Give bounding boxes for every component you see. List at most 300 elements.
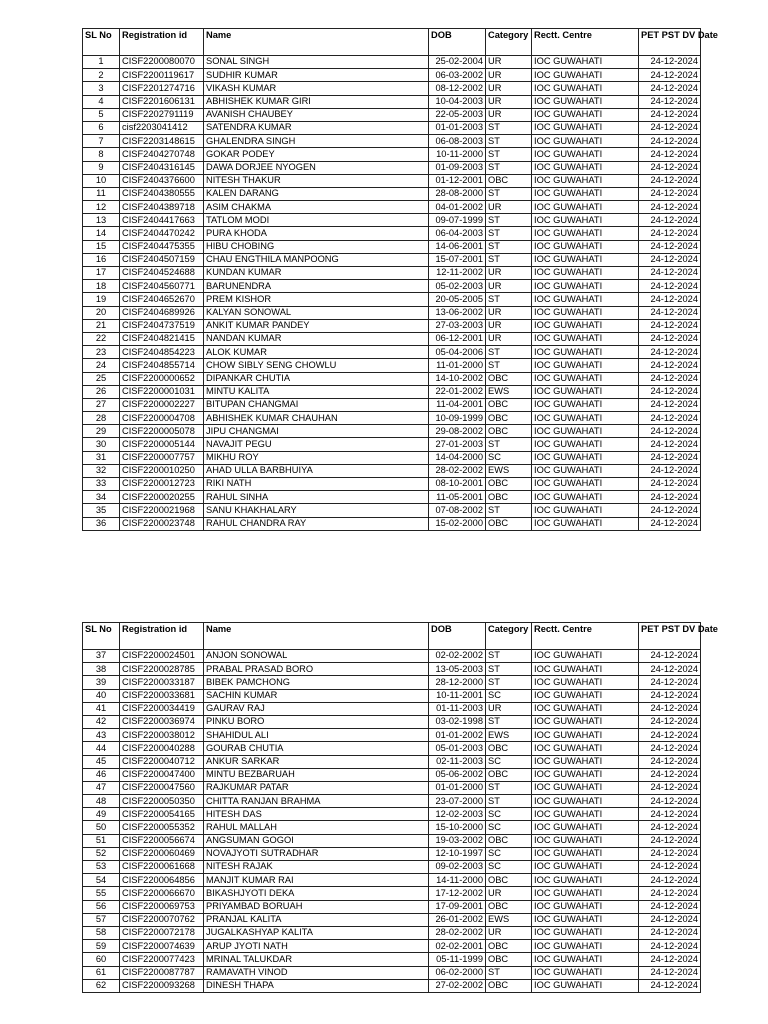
header-rectt-centre: Rectt. Centre: [532, 623, 639, 650]
cell-dob: 11-05-2001: [429, 491, 486, 504]
table-row: [83, 359, 701, 372]
cell-sl-no: 56: [83, 900, 120, 913]
cell-category: ST: [486, 663, 532, 676]
cell-category: ST: [486, 227, 532, 240]
cell-dob: 09-07-1999: [429, 214, 486, 227]
cell-category: SC: [486, 847, 532, 860]
cell-dob: 14-06-2001: [429, 240, 486, 253]
cell-dob: 13-05-2003: [429, 663, 486, 676]
cell-name: BIBEK PAMCHONG: [204, 676, 429, 689]
cell-pet-pst-dv-date: 24-12-2024: [639, 953, 701, 966]
cell-rectt-centre: IOC GUWAHATI: [532, 227, 639, 240]
cell-category: OBC: [486, 491, 532, 504]
cell-name: PINKU BORO: [204, 715, 429, 728]
cell-rectt-centre: IOC GUWAHATI: [532, 451, 639, 464]
cell-category: ST: [486, 504, 532, 517]
cell-dob: 03-02-1998: [429, 715, 486, 728]
cell-dob: 15-10-2000: [429, 821, 486, 834]
cell-sl-no: 14: [83, 227, 120, 240]
cell-sl-no: 42: [83, 715, 120, 728]
cell-category: ST: [486, 781, 532, 794]
cell-sl-no: 12: [83, 201, 120, 214]
table-row: [83, 95, 701, 108]
cell-rectt-centre: IOC GUWAHATI: [532, 504, 639, 517]
table-row: [83, 926, 701, 939]
table-row: [83, 451, 701, 464]
cell-dob: 28-02-2002: [429, 926, 486, 939]
table-row: [83, 82, 701, 95]
cell-pet-pst-dv-date: 24-12-2024: [639, 332, 701, 345]
cell-sl-no: 59: [83, 940, 120, 953]
cell-registration-id: CISF2200064856: [120, 874, 204, 887]
cell-sl-no: 47: [83, 781, 120, 794]
cell-dob: 01-01-2002: [429, 729, 486, 742]
table-row: [83, 346, 701, 359]
cell-category: UR: [486, 82, 532, 95]
cell-dob: 13-06-2002: [429, 306, 486, 319]
cell-rectt-centre: IOC GUWAHATI: [532, 940, 639, 953]
cell-sl-no: 13: [83, 214, 120, 227]
table-row: [83, 729, 701, 742]
cell-rectt-centre: IOC GUWAHATI: [532, 306, 639, 319]
cell-registration-id: CISF2200005144: [120, 438, 204, 451]
cell-sl-no: 34: [83, 491, 120, 504]
cell-registration-id: CISF2200080070: [120, 56, 204, 69]
cell-registration-id: CISF2203148615: [120, 135, 204, 148]
cell-registration-id: CISF2200005078: [120, 425, 204, 438]
cell-name: MINTU KALITA: [204, 385, 429, 398]
table-row: [83, 187, 701, 200]
cell-sl-no: 22: [83, 332, 120, 345]
cell-category: ST: [486, 676, 532, 689]
cell-dob: 08-12-2002: [429, 82, 486, 95]
table-row: [83, 874, 701, 887]
cell-category: UR: [486, 69, 532, 82]
cell-dob: 15-02-2000: [429, 517, 486, 530]
cell-rectt-centre: IOC GUWAHATI: [532, 253, 639, 266]
cell-dob: 27-03-2003: [429, 319, 486, 332]
cell-name: GAURAV RAJ: [204, 702, 429, 715]
cell-sl-no: 6: [83, 121, 120, 134]
cell-pet-pst-dv-date: 24-12-2024: [639, 108, 701, 121]
cell-registration-id: CISF2200087787: [120, 966, 204, 979]
table-row: [83, 887, 701, 900]
cell-registration-id: CISF2200054165: [120, 808, 204, 821]
cell-pet-pst-dv-date: 24-12-2024: [639, 887, 701, 900]
cell-rectt-centre: IOC GUWAHATI: [532, 966, 639, 979]
cell-rectt-centre: IOC GUWAHATI: [532, 689, 639, 702]
cell-category: SC: [486, 861, 532, 874]
cell-rectt-centre: IOC GUWAHATI: [532, 795, 639, 808]
cell-sl-no: 27: [83, 398, 120, 411]
cell-rectt-centre: IOC GUWAHATI: [532, 742, 639, 755]
cell-registration-id: CISF2404507159: [120, 253, 204, 266]
cell-pet-pst-dv-date: 24-12-2024: [639, 161, 701, 174]
cell-name: RIKI NATH: [204, 478, 429, 491]
cell-name: RAMAVATH VINOD: [204, 966, 429, 979]
cell-registration-id: CISF2404470242: [120, 227, 204, 240]
table-row: [83, 332, 701, 345]
cell-pet-pst-dv-date: 24-12-2024: [639, 900, 701, 913]
cell-pet-pst-dv-date: 24-12-2024: [639, 174, 701, 187]
cell-sl-no: 48: [83, 795, 120, 808]
cell-registration-id: CISF2200033681: [120, 689, 204, 702]
cell-category: OBC: [486, 398, 532, 411]
table-row: [83, 280, 701, 293]
cell-sl-no: 20: [83, 306, 120, 319]
cell-category: SC: [486, 755, 532, 768]
cell-sl-no: 7: [83, 135, 120, 148]
cell-registration-id: CISF2200033187: [120, 676, 204, 689]
table-header: [83, 29, 718, 56]
cell-rectt-centre: IOC GUWAHATI: [532, 267, 639, 280]
cell-registration-id: CISF2404475355: [120, 240, 204, 253]
cell-sl-no: 9: [83, 161, 120, 174]
cell-category: UR: [486, 926, 532, 939]
cell-registration-id: CISF2200066670: [120, 887, 204, 900]
table-row: [83, 108, 701, 121]
cell-sl-no: 23: [83, 346, 120, 359]
cell-name: KUNDAN KUMAR: [204, 267, 429, 280]
cell-registration-id: CISF2200047400: [120, 768, 204, 781]
cell-sl-no: 39: [83, 676, 120, 689]
cell-sl-no: 49: [83, 808, 120, 821]
cell-rectt-centre: IOC GUWAHATI: [532, 346, 639, 359]
cell-category: ST: [486, 795, 532, 808]
table-row: [83, 478, 701, 491]
cell-dob: 22-05-2003: [429, 108, 486, 121]
cell-pet-pst-dv-date: 24-12-2024: [639, 478, 701, 491]
cell-sl-no: 25: [83, 372, 120, 385]
cell-dob: 05-01-2003: [429, 742, 486, 755]
cell-category: ST: [486, 346, 532, 359]
cell-registration-id: CISF2200061668: [120, 861, 204, 874]
cell-category: OBC: [486, 372, 532, 385]
cell-dob: 23-07-2000: [429, 795, 486, 808]
cell-sl-no: 3: [83, 82, 120, 95]
cell-name: RAHUL SINHA: [204, 491, 429, 504]
cell-category: EWS: [486, 385, 532, 398]
cell-category: ST: [486, 359, 532, 372]
table-body: [83, 650, 701, 993]
table-row: [83, 385, 701, 398]
table-row: [83, 755, 701, 768]
header-row: [83, 29, 701, 56]
cell-registration-id: CISF2404380555: [120, 187, 204, 200]
cell-sl-no: 24: [83, 359, 120, 372]
table-row: [83, 504, 701, 517]
cell-sl-no: 38: [83, 663, 120, 676]
cell-dob: 02-02-2002: [429, 650, 486, 663]
table-row: [83, 768, 701, 781]
table-row: [83, 412, 701, 425]
cell-name: HIBU CHOBING: [204, 240, 429, 253]
cell-sl-no: 40: [83, 689, 120, 702]
cell-sl-no: 21: [83, 319, 120, 332]
cell-category: SC: [486, 689, 532, 702]
cell-category: UR: [486, 95, 532, 108]
cell-name: SONAL SINGH: [204, 56, 429, 69]
cell-registration-id: CISF2200093268: [120, 979, 204, 992]
cell-name: HITESH DAS: [204, 808, 429, 821]
cell-registration-id: CISF2200023748: [120, 517, 204, 530]
cell-pet-pst-dv-date: 24-12-2024: [639, 253, 701, 266]
cell-name: CHAU ENGTHILA MANPOONG: [204, 253, 429, 266]
table-row: [83, 306, 701, 319]
cell-rectt-centre: IOC GUWAHATI: [532, 108, 639, 121]
cell-category: OBC: [486, 478, 532, 491]
table-row: [83, 161, 701, 174]
cell-name: MANJIT KUMAR RAI: [204, 874, 429, 887]
table-body: [83, 56, 701, 531]
table-row: [83, 398, 701, 411]
cell-dob: 17-12-2002: [429, 887, 486, 900]
cell-category: ST: [486, 966, 532, 979]
cell-rectt-centre: IOC GUWAHATI: [532, 187, 639, 200]
cell-dob: 28-08-2000: [429, 187, 486, 200]
table-row: [83, 214, 701, 227]
cell-rectt-centre: IOC GUWAHATI: [532, 900, 639, 913]
cell-rectt-centre: IOC GUWAHATI: [532, 702, 639, 715]
cell-category: OBC: [486, 425, 532, 438]
table-row: [83, 425, 701, 438]
table-row: [83, 293, 701, 306]
cell-registration-id: CISF2200020255: [120, 491, 204, 504]
cell-dob: 12-02-2003: [429, 808, 486, 821]
cell-category: OBC: [486, 874, 532, 887]
cell-category: EWS: [486, 913, 532, 926]
header-sl-no: SL No: [83, 29, 120, 56]
cell-rectt-centre: IOC GUWAHATI: [532, 69, 639, 82]
table-row: [83, 795, 701, 808]
cell-name: CHOW SIBLY SENG CHOWLU: [204, 359, 429, 372]
cell-sl-no: 17: [83, 267, 120, 280]
cell-registration-id: CISF2200072178: [120, 926, 204, 939]
cell-registration-id: CISF2200077423: [120, 953, 204, 966]
cell-name: JUGALKASHYAP KALITA: [204, 926, 429, 939]
cell-dob: 10-11-2000: [429, 148, 486, 161]
table-row: [83, 121, 701, 134]
cell-category: OBC: [486, 412, 532, 425]
cell-registration-id: CISF2200047560: [120, 781, 204, 794]
cell-rectt-centre: IOC GUWAHATI: [532, 464, 639, 477]
cell-name: PURA KHODA: [204, 227, 429, 240]
cell-name: NANDAN KUMAR: [204, 332, 429, 345]
cell-rectt-centre: IOC GUWAHATI: [532, 214, 639, 227]
cell-pet-pst-dv-date: 24-12-2024: [639, 808, 701, 821]
table-row: [83, 491, 701, 504]
cell-registration-id: CISF2200040712: [120, 755, 204, 768]
cell-pet-pst-dv-date: 24-12-2024: [639, 755, 701, 768]
cell-rectt-centre: IOC GUWAHATI: [532, 861, 639, 874]
cell-name: BIKASHJYOTI DEKA: [204, 887, 429, 900]
table-row: [83, 808, 701, 821]
cell-category: OBC: [486, 768, 532, 781]
cell-pet-pst-dv-date: 24-12-2024: [639, 689, 701, 702]
cell-name: DAWA DORJEE NYOGEN: [204, 161, 429, 174]
cell-pet-pst-dv-date: 24-12-2024: [639, 412, 701, 425]
cell-registration-id: CISF2200001031: [120, 385, 204, 398]
cell-name: PRIYAMBAD BORUAH: [204, 900, 429, 913]
cell-category: EWS: [486, 464, 532, 477]
cell-dob: 11-01-2000: [429, 359, 486, 372]
cell-rectt-centre: IOC GUWAHATI: [532, 834, 639, 847]
cell-pet-pst-dv-date: 24-12-2024: [639, 517, 701, 530]
cell-pet-pst-dv-date: 24-12-2024: [639, 940, 701, 953]
cell-rectt-centre: IOC GUWAHATI: [532, 135, 639, 148]
cell-sl-no: 58: [83, 926, 120, 939]
cell-dob: 01-09-2003: [429, 161, 486, 174]
cell-name: GOKAR PODEY: [204, 148, 429, 161]
table-row: [83, 148, 701, 161]
cell-registration-id: CISF2200070762: [120, 913, 204, 926]
cell-pet-pst-dv-date: 24-12-2024: [639, 280, 701, 293]
cell-rectt-centre: IOC GUWAHATI: [532, 847, 639, 860]
cell-registration-id: CISF2404689926: [120, 306, 204, 319]
cell-pet-pst-dv-date: 24-12-2024: [639, 650, 701, 663]
cell-dob: 22-01-2002: [429, 385, 486, 398]
cell-sl-no: 26: [83, 385, 120, 398]
table-row: [83, 69, 701, 82]
cell-dob: 11-04-2001: [429, 398, 486, 411]
cell-sl-no: 28: [83, 412, 120, 425]
cell-registration-id: CISF2404376600: [120, 174, 204, 187]
cell-registration-id: CISF2200056674: [120, 834, 204, 847]
header-name: Name: [204, 623, 429, 650]
cell-sl-no: 8: [83, 148, 120, 161]
cell-rectt-centre: IOC GUWAHATI: [532, 781, 639, 794]
cell-registration-id: cisf2203041412: [120, 121, 204, 134]
cell-dob: 27-02-2002: [429, 979, 486, 992]
cell-name: ALOK KUMAR: [204, 346, 429, 359]
cell-dob: 28-02-2002: [429, 464, 486, 477]
cell-rectt-centre: IOC GUWAHATI: [532, 161, 639, 174]
cell-dob: 17-09-2001: [429, 900, 486, 913]
cell-registration-id: CISF2200000652: [120, 372, 204, 385]
header-registration-id: Registration id: [120, 29, 204, 56]
cell-name: ANKIT KUMAR PANDEY: [204, 319, 429, 332]
cell-rectt-centre: IOC GUWAHATI: [532, 82, 639, 95]
cell-dob: 25-02-2004: [429, 56, 486, 69]
cell-name: PRANJAL KALITA: [204, 913, 429, 926]
cell-pet-pst-dv-date: 24-12-2024: [639, 729, 701, 742]
cell-sl-no: 44: [83, 742, 120, 755]
cell-name: KALEN DARANG: [204, 187, 429, 200]
cell-registration-id: CISF2404821415: [120, 332, 204, 345]
cell-registration-id: CISF2200055352: [120, 821, 204, 834]
cell-dob: 02-02-2001: [429, 940, 486, 953]
cell-registration-id: CISF2200074639: [120, 940, 204, 953]
cell-sl-no: 2: [83, 69, 120, 82]
cell-category: OBC: [486, 742, 532, 755]
cell-rectt-centre: IOC GUWAHATI: [532, 979, 639, 992]
cell-rectt-centre: IOC GUWAHATI: [532, 319, 639, 332]
cell-sl-no: 60: [83, 953, 120, 966]
cell-name: NITESH RAJAK: [204, 861, 429, 874]
cell-pet-pst-dv-date: 24-12-2024: [639, 385, 701, 398]
cell-name: SANU KHAKHALARY: [204, 504, 429, 517]
table-row: [83, 517, 701, 530]
cell-dob: 26-01-2002: [429, 913, 486, 926]
cell-sl-no: 37: [83, 650, 120, 663]
cell-dob: 10-11-2001: [429, 689, 486, 702]
cell-pet-pst-dv-date: 24-12-2024: [639, 293, 701, 306]
cell-rectt-centre: IOC GUWAHATI: [532, 359, 639, 372]
cell-pet-pst-dv-date: 24-12-2024: [639, 768, 701, 781]
table-row: [83, 174, 701, 187]
cell-dob: 06-04-2003: [429, 227, 486, 240]
cell-category: UR: [486, 280, 532, 293]
cell-category: ST: [486, 148, 532, 161]
cell-category: ST: [486, 293, 532, 306]
cell-registration-id: CISF2200012723: [120, 478, 204, 491]
cell-registration-id: CISF2404524688: [120, 267, 204, 280]
table-row: [83, 966, 701, 979]
cell-pet-pst-dv-date: 24-12-2024: [639, 148, 701, 161]
cell-rectt-centre: IOC GUWAHATI: [532, 478, 639, 491]
cell-name: AVANISH CHAUBEY: [204, 108, 429, 121]
cell-pet-pst-dv-date: 24-12-2024: [639, 187, 701, 200]
header-category: Category: [486, 623, 532, 650]
cell-registration-id: CISF2202791119: [120, 108, 204, 121]
cell-name: NOVAJYOTI SUTRADHAR: [204, 847, 429, 860]
cell-name: MINTU BEZBARUAH: [204, 768, 429, 781]
candidate-table-2: [82, 622, 718, 993]
cell-sl-no: 35: [83, 504, 120, 517]
cell-dob: 12-11-2002: [429, 267, 486, 280]
table-row: [83, 464, 701, 477]
cell-rectt-centre: IOC GUWAHATI: [532, 887, 639, 900]
table-row: [83, 742, 701, 755]
cell-sl-no: 5: [83, 108, 120, 121]
cell-rectt-centre: IOC GUWAHATI: [532, 148, 639, 161]
cell-rectt-centre: IOC GUWAHATI: [532, 491, 639, 504]
cell-pet-pst-dv-date: 24-12-2024: [639, 781, 701, 794]
cell-dob: 20-05-2005: [429, 293, 486, 306]
cell-sl-no: 50: [83, 821, 120, 834]
cell-category: ST: [486, 187, 532, 200]
cell-pet-pst-dv-date: 24-12-2024: [639, 121, 701, 134]
cell-rectt-centre: IOC GUWAHATI: [532, 95, 639, 108]
cell-rectt-centre: IOC GUWAHATI: [532, 293, 639, 306]
cell-dob: 12-10-1997: [429, 847, 486, 860]
cell-category: UR: [486, 108, 532, 121]
cell-pet-pst-dv-date: 24-12-2024: [639, 372, 701, 385]
table-row: [83, 861, 701, 874]
cell-rectt-centre: IOC GUWAHATI: [532, 729, 639, 742]
cell-name: MIKHU ROY: [204, 451, 429, 464]
table-row: [83, 953, 701, 966]
cell-category: OBC: [486, 979, 532, 992]
table-row: [83, 781, 701, 794]
cell-sl-no: 54: [83, 874, 120, 887]
cell-category: ST: [486, 214, 532, 227]
cell-name: CHITTA RANJAN BRAHMA: [204, 795, 429, 808]
cell-registration-id: CISF2404652670: [120, 293, 204, 306]
cell-pet-pst-dv-date: 24-12-2024: [639, 821, 701, 834]
cell-registration-id: CISF2200007757: [120, 451, 204, 464]
table-row: [83, 135, 701, 148]
cell-category: ST: [486, 135, 532, 148]
cell-pet-pst-dv-date: 24-12-2024: [639, 398, 701, 411]
cell-name: ANJON SONOWAL: [204, 650, 429, 663]
table-row: [83, 650, 701, 663]
cell-name: DIPANKAR CHUTIA: [204, 372, 429, 385]
cell-pet-pst-dv-date: 24-12-2024: [639, 346, 701, 359]
header-registration-id: Registration id: [120, 623, 204, 650]
cell-pet-pst-dv-date: 24-12-2024: [639, 82, 701, 95]
cell-category: SC: [486, 808, 532, 821]
